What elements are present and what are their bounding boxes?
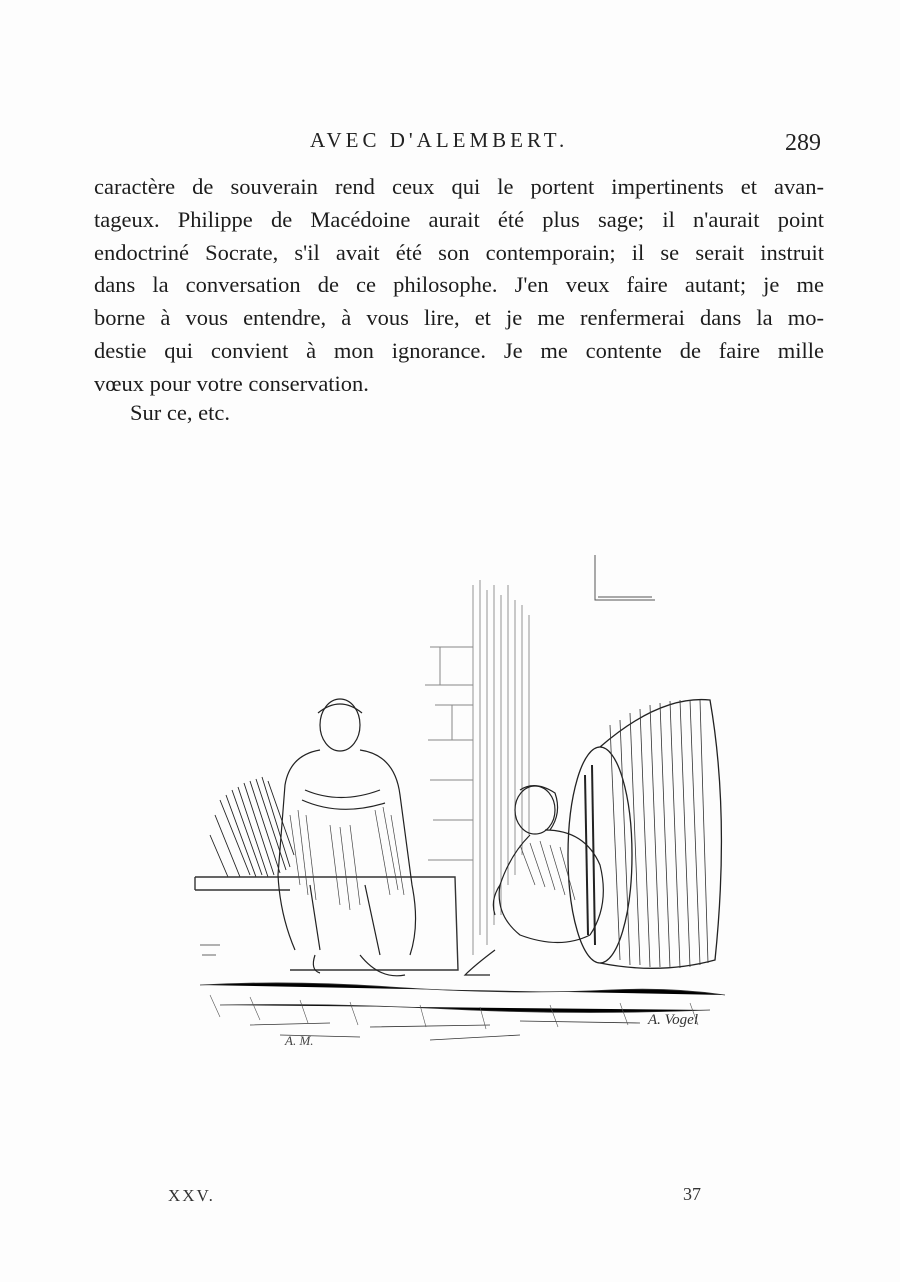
text-line: tageux. Philippe de Macédoine aurait été plus sage; il n'aurait point: [94, 206, 824, 232]
text-line: caractère de souverain rend ceux qui le portent impertinents et avan-: [94, 174, 824, 199]
page-number: 289: [785, 130, 821, 156]
running-head: [0, 128, 900, 158]
text-line: dans la conversation de ce philosophe. J'en veux faire autant; je me: [94, 272, 824, 298]
text-line: destie qui convient à mon ignorance. Je me contente de faire mille: [94, 337, 824, 363]
text-line: vœux pour votre conservation.: [94, 370, 369, 396]
signature-mark: XXV.: [168, 1186, 215, 1205]
engraving-illustration: [190, 555, 735, 1050]
svg-text:A. M.: A. M.: [285, 1033, 314, 1048]
running-title: AVEC D'ALEMBERT.: [310, 128, 569, 152]
text-line: borne à vous entendre, à vous lire, et je me renfermerai dans la mo-: [94, 305, 824, 331]
text-line: endoctriné Socrate, s'il avait été son contemporain; il se serait instruit: [94, 239, 824, 265]
sheet-number: 37: [683, 1184, 701, 1204]
artist-signature: A. Vogel: [648, 1012, 698, 1028]
closing-formula: Sur ce, etc.: [130, 400, 230, 425]
body-text: [94, 171, 824, 401]
